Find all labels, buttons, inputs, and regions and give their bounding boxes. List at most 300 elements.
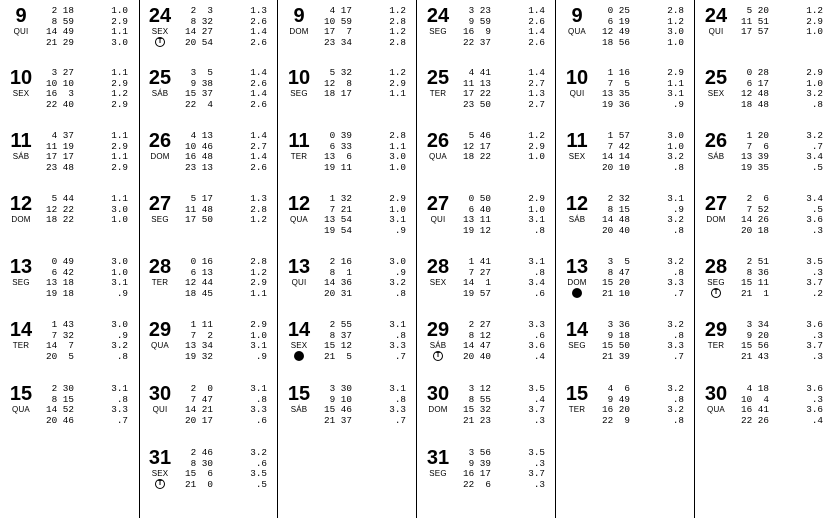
- tide-row: [741, 27, 823, 38]
- weekday-label: SÁB: [12, 152, 30, 161]
- tide-time: 4 37: [46, 130, 74, 141]
- day-number: 13: [9, 256, 33, 278]
- tide-row: [324, 289, 406, 300]
- day-number: 31: [426, 447, 450, 469]
- tide-row: [46, 194, 128, 205]
- weekday-label: SEX: [12, 89, 30, 98]
- weekday-label: SÁB: [151, 89, 169, 98]
- tide-row: [185, 257, 267, 268]
- tide-row: [463, 320, 545, 331]
- tide-height: .5: [811, 161, 823, 173]
- tide-time: 2 55: [324, 319, 352, 330]
- tide-rows: [463, 68, 545, 110]
- tide-rows: [46, 194, 128, 226]
- weekday-label: QUA: [151, 341, 169, 350]
- tide-row: [185, 215, 267, 226]
- month-column: [695, 0, 833, 518]
- tide-height: 2.8: [389, 130, 406, 141]
- tide-time: 1 43: [46, 319, 74, 330]
- tide-time: 21 43: [741, 350, 769, 362]
- tide-height: .5: [255, 478, 267, 490]
- tide-time: 1 16: [602, 67, 630, 78]
- tide-time: 17 22: [463, 88, 491, 100]
- tide-rows: [741, 194, 823, 236]
- tide-time: 20 54: [185, 36, 213, 48]
- day-block: [139, 131, 277, 191]
- tide-height: 1.0: [250, 329, 267, 341]
- tide-height: 3.1: [250, 383, 267, 394]
- tide-time: 6 13: [185, 266, 213, 278]
- tide-row: [463, 38, 545, 49]
- weekday-label: QUA: [707, 405, 725, 414]
- tide-time: 3 56: [463, 447, 491, 458]
- tide-time: 20 5: [46, 350, 74, 362]
- day-block: [417, 384, 555, 444]
- day-number: 29: [704, 319, 728, 341]
- tide-time: 5 20: [741, 5, 769, 16]
- tide-height: .3: [533, 414, 545, 426]
- tide-height: 1.1: [111, 151, 128, 163]
- day-number: 12: [565, 193, 589, 215]
- day-number: 10: [287, 67, 311, 89]
- tide-rows: [602, 6, 684, 48]
- weekday-label: DOM: [150, 152, 170, 161]
- tide-time: 21 1: [741, 287, 769, 299]
- tide-height: 3.3: [389, 404, 406, 416]
- tide-height: 3.2: [806, 88, 823, 100]
- tide-time: 7 2: [185, 329, 213, 341]
- tide-time: 19 35: [741, 161, 769, 173]
- day-block: [556, 257, 694, 317]
- tide-height: .3: [811, 329, 823, 341]
- tide-height: 1.0: [389, 203, 406, 215]
- tide-time: 2 6: [741, 193, 769, 204]
- tide-time: 9 10: [324, 393, 352, 405]
- tide-rows: [602, 68, 684, 110]
- tide-time: 21 37: [324, 414, 352, 426]
- tide-height: .9: [255, 350, 267, 362]
- tide-time: 12 44: [185, 277, 213, 289]
- tide-height: 2.9: [389, 77, 406, 89]
- day-number: 24: [704, 5, 728, 27]
- weekday-label: SEX: [151, 469, 169, 478]
- tide-row: [741, 6, 823, 17]
- tide-row: [741, 163, 823, 174]
- tide-row: [185, 100, 267, 111]
- tide-height: 1.1: [111, 130, 128, 141]
- tide-height: 1.2: [389, 67, 406, 78]
- tide-row: [602, 320, 684, 331]
- tide-height: .8: [533, 266, 545, 278]
- tide-height: .3: [811, 393, 823, 405]
- day-number: 13: [287, 256, 311, 278]
- tide-row: [602, 352, 684, 363]
- tide-time: 8 36: [741, 266, 769, 278]
- tide-height: 1.4: [250, 88, 267, 100]
- tide-height: 3.2: [250, 447, 267, 458]
- tide-height: 2.9: [528, 140, 545, 152]
- day-block: [139, 257, 277, 317]
- tide-row: [463, 416, 545, 427]
- tide-time: 21 0: [185, 478, 213, 490]
- day-number: 15: [287, 383, 311, 405]
- tide-row: [741, 416, 823, 427]
- tide-time: 1 11: [185, 319, 213, 330]
- tide-time: 13 11: [463, 214, 491, 226]
- tide-height: 2.9: [528, 193, 545, 204]
- tide-row: [463, 384, 545, 395]
- tide-time: 12 48: [741, 88, 769, 100]
- tide-height: .8: [533, 224, 545, 236]
- tide-height: .4: [533, 350, 545, 362]
- tide-time: 16 3: [46, 88, 74, 100]
- day-number: 11: [566, 130, 588, 152]
- tide-height: 1.1: [111, 26, 128, 38]
- tide-height: 3.2: [667, 214, 684, 226]
- day-block: [0, 320, 138, 380]
- tide-time: 3 30: [324, 383, 352, 394]
- tide-height: 2.9: [250, 319, 267, 330]
- tide-height: 1.4: [250, 67, 267, 78]
- tide-row: [46, 257, 128, 268]
- day-number: 14: [287, 319, 311, 341]
- tide-height: .8: [811, 98, 823, 110]
- tide-height: 1.2: [389, 5, 406, 16]
- tide-height: 3.1: [528, 256, 545, 267]
- tide-time: 21 29: [46, 36, 74, 48]
- tide-time: 8 37: [324, 329, 352, 341]
- tide-rows: [185, 257, 267, 299]
- tide-time: 18 56: [602, 36, 630, 48]
- tide-height: 3.5: [806, 256, 823, 267]
- tide-row: [324, 38, 406, 49]
- tide-row: [185, 289, 267, 300]
- tide-height: .8: [672, 414, 684, 426]
- tide-time: 8 1: [324, 266, 352, 278]
- tide-time: 17 7: [324, 26, 352, 38]
- tide-height: .7: [116, 414, 128, 426]
- tide-row: [324, 131, 406, 142]
- tide-row: [463, 152, 545, 163]
- day-block: [695, 6, 833, 66]
- tide-height: 2.8: [250, 203, 267, 215]
- day-number: 9: [15, 5, 27, 27]
- tide-height: 1.2: [389, 26, 406, 38]
- tide-time: 7 42: [602, 140, 630, 152]
- day-number: 31: [148, 447, 172, 469]
- tide-row: [741, 131, 823, 142]
- tide-time: 15 6: [185, 468, 213, 480]
- tide-rows: [46, 384, 128, 426]
- tide-time: 14 14: [602, 151, 630, 163]
- day-block: [417, 194, 555, 254]
- tide-rows: [463, 131, 545, 163]
- tide-row: [46, 100, 128, 111]
- tide-height: 1.2: [806, 5, 823, 16]
- tide-height: 2.9: [111, 161, 128, 173]
- tide-time: 2 18: [46, 5, 74, 16]
- tide-height: .9: [672, 98, 684, 110]
- tide-time: 21 5: [324, 350, 352, 362]
- weekday-label: TER: [290, 152, 308, 161]
- tide-time: 12 8: [324, 77, 352, 89]
- tide-row: [185, 38, 267, 49]
- tide-time: 2 27: [463, 319, 491, 330]
- tide-rows: [741, 131, 823, 173]
- tide-height: 1.4: [250, 130, 267, 141]
- tide-height: 1.2: [667, 15, 684, 27]
- weekday-label: TER: [707, 341, 725, 350]
- tide-time: 1 57: [602, 130, 630, 141]
- tide-height: .9: [672, 203, 684, 215]
- tide-height: 1.1: [389, 88, 406, 100]
- day-number: 24: [148, 5, 172, 27]
- weekday-label: SÁB: [429, 341, 447, 350]
- tide-rows: [463, 194, 545, 236]
- tide-time: 10 4: [741, 393, 769, 405]
- tide-time: 4 41: [463, 67, 491, 78]
- tide-time: 19 18: [46, 287, 74, 299]
- tide-time: 22 40: [46, 98, 74, 110]
- tide-height: .8: [116, 393, 128, 405]
- weekday-label: QUI: [152, 405, 168, 414]
- tide-time: 6 42: [46, 266, 74, 278]
- day-number: 29: [426, 319, 450, 341]
- tide-height: 3.3: [389, 340, 406, 352]
- day-block: [139, 448, 277, 508]
- weekday-label: SÁB: [290, 405, 308, 414]
- weekday-label: TER: [151, 278, 169, 287]
- tide-height: 2.8: [389, 15, 406, 27]
- tide-height: 3.2: [667, 404, 684, 416]
- tide-rows: [46, 131, 128, 173]
- tide-time: 18 45: [185, 287, 213, 299]
- tide-height: 1.0: [111, 214, 128, 226]
- tide-time: 14 1: [463, 277, 491, 289]
- weekday-label: QUA: [12, 405, 30, 414]
- tide-row: [185, 448, 267, 459]
- tide-height: .8: [672, 266, 684, 278]
- tide-time: 1 32: [324, 193, 352, 204]
- tide-time: 16 20: [602, 404, 630, 416]
- tide-height: .5: [811, 203, 823, 215]
- tide-height: 1.4: [528, 26, 545, 38]
- tide-row: [602, 6, 684, 17]
- tide-height: 3.3: [250, 404, 267, 416]
- day-block: [695, 131, 833, 191]
- tide-rows: [185, 320, 267, 362]
- tide-height: 2.6: [528, 36, 545, 48]
- tide-time: 13 54: [324, 214, 352, 226]
- day-number: 27: [426, 193, 450, 215]
- tide-time: 14 27: [185, 26, 213, 38]
- tide-height: 3.2: [111, 340, 128, 352]
- tide-time: 23 50: [463, 98, 491, 110]
- tide-time: 2 16: [324, 256, 352, 267]
- tide-height: .6: [533, 329, 545, 341]
- tide-height: 2.7: [250, 140, 267, 152]
- tide-time: 9 39: [463, 457, 491, 469]
- tide-time: 21 39: [602, 350, 630, 362]
- day-block: [417, 131, 555, 191]
- tide-time: 0 25: [602, 5, 630, 16]
- tide-time: 16 48: [185, 151, 213, 163]
- tide-height: 3.6: [806, 404, 823, 416]
- weekday-label: QUA: [290, 215, 308, 224]
- day-block: [139, 194, 277, 254]
- day-number: 27: [704, 193, 728, 215]
- tide-height: .8: [394, 393, 406, 405]
- tide-height: 1.0: [667, 140, 684, 152]
- day-number: 9: [293, 5, 305, 27]
- tide-time: 11 48: [185, 203, 213, 215]
- tide-row: [463, 352, 545, 363]
- tide-time: 12 49: [602, 26, 630, 38]
- tide-time: 20 46: [46, 414, 74, 426]
- tide-height: 3.7: [528, 468, 545, 480]
- weekday-label: SEG: [429, 469, 447, 478]
- tide-time: 7 27: [463, 266, 491, 278]
- tide-height: 3.1: [389, 319, 406, 330]
- tide-row: [185, 131, 267, 142]
- tide-time: 7 21: [324, 203, 352, 215]
- tide-height: .3: [533, 457, 545, 469]
- tide-row: [46, 384, 128, 395]
- tide-height: 1.0: [111, 5, 128, 16]
- weekday-label: QUI: [430, 215, 446, 224]
- tide-height: 1.1: [389, 140, 406, 152]
- tide-height: .6: [255, 457, 267, 469]
- day-number: 26: [426, 130, 450, 152]
- weekday-label: SEG: [12, 278, 30, 287]
- tide-time: 15 46: [324, 404, 352, 416]
- day-number: 11: [288, 130, 310, 152]
- tide-row: [602, 289, 684, 300]
- tide-time: 16 9: [463, 26, 491, 38]
- tide-height: 2.9: [667, 67, 684, 78]
- tide-time: 7 32: [46, 329, 74, 341]
- tide-time: 6 19: [602, 15, 630, 27]
- tide-rows: [602, 384, 684, 426]
- day-number: 24: [426, 5, 450, 27]
- tide-time: 13 35: [602, 88, 630, 100]
- tide-row: [46, 352, 128, 363]
- tide-row: [602, 68, 684, 79]
- day-block: [417, 448, 555, 508]
- day-number: 25: [426, 67, 450, 89]
- tide-height: .4: [533, 393, 545, 405]
- tide-row: [741, 100, 823, 111]
- tide-row: [324, 352, 406, 363]
- tide-row: [324, 257, 406, 268]
- tide-time: 15 56: [741, 340, 769, 352]
- day-block: [278, 257, 416, 317]
- tide-time: 18 22: [46, 214, 74, 226]
- day-number: 9: [571, 5, 583, 27]
- tide-height: .8: [116, 350, 128, 362]
- tide-height: 3.6: [806, 383, 823, 394]
- tide-height: 1.2: [528, 130, 545, 141]
- tide-row: [185, 163, 267, 174]
- tide-height: .9: [394, 266, 406, 278]
- tide-height: .8: [255, 393, 267, 405]
- weekday-label: QUI: [291, 278, 307, 287]
- tide-time: 2 0: [185, 383, 213, 394]
- tide-row: [46, 68, 128, 79]
- tide-height: 3.7: [528, 404, 545, 416]
- weekday-label: TER: [12, 341, 30, 350]
- tide-time: 22 6: [463, 478, 491, 490]
- tide-time: 15 50: [602, 340, 630, 352]
- tide-row: [602, 100, 684, 111]
- tide-height: 1.0: [528, 151, 545, 163]
- tide-time: 7 5: [602, 77, 630, 89]
- day-block: [0, 384, 138, 444]
- tide-time: 3 27: [46, 67, 74, 78]
- day-number: 30: [426, 383, 450, 405]
- day-block: [0, 68, 138, 128]
- tide-time: 5 32: [324, 67, 352, 78]
- tide-time: 20 40: [602, 224, 630, 236]
- tide-rows: [46, 6, 128, 48]
- tide-row: [741, 226, 823, 237]
- tide-height: .8: [394, 329, 406, 341]
- month-column: [417, 0, 555, 518]
- tide-height: 3.0: [111, 203, 128, 215]
- tide-row: [741, 352, 823, 363]
- tide-rows: [185, 131, 267, 173]
- tide-time: 8 32: [185, 15, 213, 27]
- tide-row: [741, 320, 823, 331]
- tide-time: 14 26: [741, 214, 769, 226]
- tide-time: 17 17: [46, 151, 74, 163]
- day-block: [139, 384, 277, 444]
- tide-time: 17 50: [185, 214, 213, 226]
- tide-time: 4 17: [324, 5, 352, 16]
- tide-row: [46, 320, 128, 331]
- tide-time: 13 18: [46, 277, 74, 289]
- tide-time: 16 17: [463, 468, 491, 480]
- tide-time: 19 12: [463, 224, 491, 236]
- day-number: 25: [704, 67, 728, 89]
- tide-height: 3.1: [111, 383, 128, 394]
- weekday-label: QUA: [429, 152, 447, 161]
- tide-rows: [324, 257, 406, 299]
- tide-time: 8 30: [185, 457, 213, 469]
- day-number: 15: [9, 383, 33, 405]
- tide-rows: [741, 6, 823, 38]
- tide-time: 10 10: [46, 77, 74, 89]
- tide-height: .6: [533, 287, 545, 299]
- day-block: [0, 257, 138, 317]
- tide-height: 2.6: [250, 77, 267, 89]
- tide-rows: [463, 320, 545, 362]
- tide-height: 3.2: [806, 130, 823, 141]
- tide-height: 3.2: [667, 383, 684, 394]
- tide-time: 22 37: [463, 36, 491, 48]
- day-number: 15: [565, 383, 589, 405]
- tide-time: 3 36: [602, 319, 630, 330]
- month-column: [139, 0, 277, 518]
- tide-height: 3.0: [111, 256, 128, 267]
- tide-height: 1.3: [528, 88, 545, 100]
- tide-rows: [324, 6, 406, 48]
- tide-time: 21 23: [463, 414, 491, 426]
- tide-height: 3.7: [806, 277, 823, 289]
- tide-height: .9: [394, 224, 406, 236]
- day-number: 30: [148, 383, 172, 405]
- tide-time: 23 34: [324, 36, 352, 48]
